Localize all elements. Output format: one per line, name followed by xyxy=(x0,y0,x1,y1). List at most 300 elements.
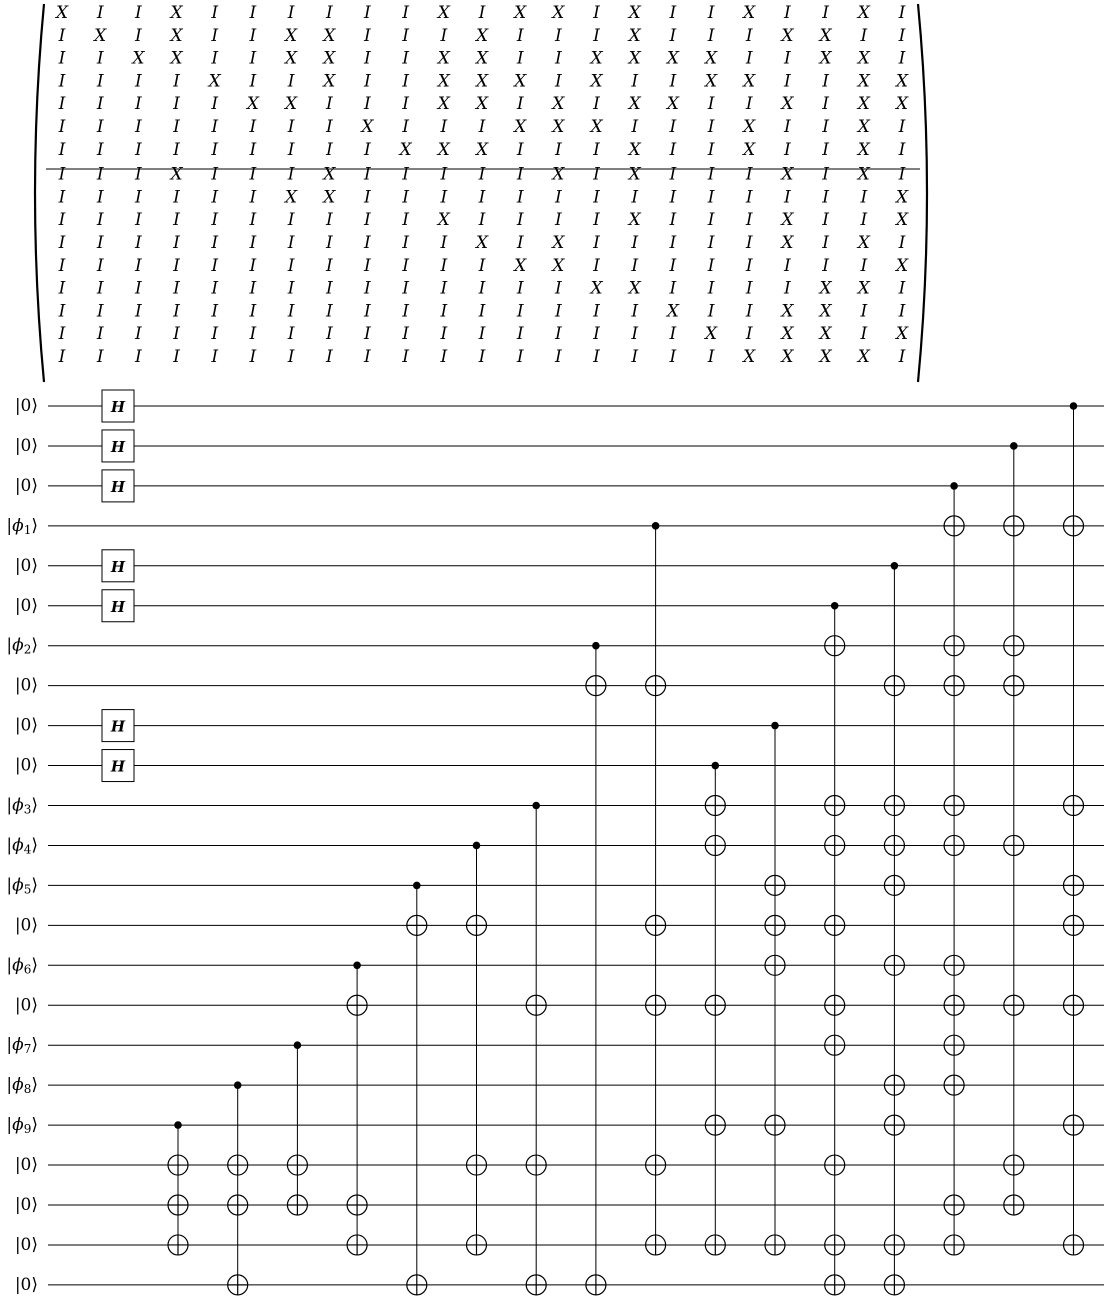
matrix-cell: I xyxy=(96,71,104,92)
matrix-cell: I xyxy=(516,94,524,115)
matrix-cell: I xyxy=(478,164,486,185)
wire-label: $|\phi_6⟩$ xyxy=(6,955,38,977)
matrix-cell: I xyxy=(58,233,66,253)
matrix-cell: I xyxy=(96,187,104,208)
matrix-cell: I xyxy=(898,347,906,367)
matrix-cell: X xyxy=(475,94,489,115)
cnot-target xyxy=(944,1075,964,1095)
matrix-cell: X xyxy=(552,117,565,137)
matrix-cell: X xyxy=(552,255,565,276)
matrix-cell: X xyxy=(323,71,336,92)
hadamard-label: H xyxy=(110,597,126,616)
cnot-target xyxy=(825,796,845,816)
matrix-cell: I xyxy=(631,324,639,345)
matrix-cell: X xyxy=(208,71,221,92)
matrix-cell: I xyxy=(249,117,257,137)
matrix-cell: X xyxy=(170,3,183,23)
cnot-target xyxy=(1004,676,1024,696)
matrix-cell: I xyxy=(364,255,371,276)
matrix-cell: I xyxy=(440,25,448,46)
matrix-cell: I xyxy=(364,301,371,322)
cnot-target xyxy=(347,1195,367,1215)
matrix-cell: X xyxy=(781,324,794,345)
matrix-cell: X xyxy=(857,3,870,23)
matrix-cell: I xyxy=(287,255,295,276)
matrix-cell: X xyxy=(552,94,565,115)
cnot-control-dot xyxy=(831,602,839,610)
wire-label: |0⟩ xyxy=(14,1195,38,1215)
matrix-cell: X xyxy=(285,94,298,115)
matrix-cell: X xyxy=(857,117,870,137)
matrix-cell: I xyxy=(478,301,486,322)
matrix-cell: X xyxy=(895,210,909,231)
cnot-control-dot xyxy=(592,642,600,650)
cnot-target xyxy=(884,1235,904,1255)
matrix-cell: I xyxy=(593,324,600,345)
cnot-target xyxy=(705,835,725,855)
matrix-cell: I xyxy=(325,94,333,115)
matrix-cell: I xyxy=(516,324,524,345)
matrix-cell: I xyxy=(822,117,829,137)
matrix-cell: X xyxy=(666,94,679,115)
wire-label: |0⟩ xyxy=(14,715,38,736)
cnot-target xyxy=(646,1235,666,1255)
matrix-cell: I xyxy=(554,278,562,299)
matrix-cell: X xyxy=(552,3,565,23)
matrix-cell: X xyxy=(857,71,870,92)
matrix-cell: I xyxy=(707,301,715,322)
matrix-cell: I xyxy=(135,3,142,23)
matrix-cell: X xyxy=(857,94,870,115)
matrix-cell: I xyxy=(364,187,371,208)
matrix-cell: I xyxy=(707,233,715,253)
cnot-target xyxy=(1004,636,1024,656)
matrix-cell: I xyxy=(173,94,180,115)
wire-label: $|\phi_3⟩$ xyxy=(6,795,38,817)
wire-label: $|\phi_8⟩$ xyxy=(6,1075,38,1097)
matrix-cell: X xyxy=(781,94,794,115)
matrix-cell: I xyxy=(325,347,333,367)
hadamard-label: H xyxy=(110,477,126,496)
cnot-target xyxy=(884,1275,904,1295)
matrix-cell: X xyxy=(628,164,641,185)
matrix-cell: I xyxy=(135,324,142,345)
wire-label: |0⟩ xyxy=(14,915,38,936)
matrix-cell: I xyxy=(516,301,524,322)
cnot-target xyxy=(1064,516,1084,536)
cnot-target xyxy=(884,796,904,816)
cnot-target xyxy=(1064,875,1084,895)
wire-label: $|\phi_4⟩$ xyxy=(6,835,38,857)
cnot-target xyxy=(467,1155,487,1175)
matrix-cell: I xyxy=(249,301,257,322)
matrix-cell: X xyxy=(437,48,450,69)
matrix-cell: X xyxy=(94,25,107,46)
matrix-cell: I xyxy=(287,278,295,299)
matrix-cell: I xyxy=(58,187,66,208)
wire-label: |0⟩ xyxy=(14,435,38,456)
matrix-cell: X xyxy=(857,48,870,69)
cnot-target xyxy=(1004,995,1024,1015)
matrix-cell: I xyxy=(440,301,448,322)
matrix-cell: I xyxy=(554,210,562,231)
matrix-cell: I xyxy=(287,3,295,23)
hadamard-label: H xyxy=(110,757,126,776)
cnot-target xyxy=(705,796,725,816)
matrix-cell: I xyxy=(364,347,371,367)
matrix-cell: I xyxy=(554,71,562,92)
matrix-cell: I xyxy=(898,139,906,160)
matrix-cell: I xyxy=(211,25,219,46)
matrix-cell: X xyxy=(743,117,756,137)
matrix-cell: I xyxy=(249,25,257,46)
wire-label: |0⟩ xyxy=(14,1234,38,1255)
matrix-cell: I xyxy=(58,210,66,231)
matrix-cell: I xyxy=(631,347,639,367)
matrix-cell: I xyxy=(745,94,753,115)
matrix-cell: X xyxy=(895,324,909,345)
matrix-cell: I xyxy=(364,278,371,299)
matrix-cell: I xyxy=(707,3,715,23)
cnot-target xyxy=(884,676,904,696)
matrix-cell: X xyxy=(895,71,909,92)
matrix-cell: I xyxy=(173,139,180,160)
matrix-cell: I xyxy=(325,233,333,253)
matrix-cell: I xyxy=(96,117,104,137)
matrix-cell: I xyxy=(860,255,868,276)
cnot-target xyxy=(884,1115,904,1135)
matrix-cell: X xyxy=(819,347,832,367)
matrix-cell: I xyxy=(96,3,104,23)
cnot-target xyxy=(884,835,904,855)
matrix-cell: I xyxy=(287,71,295,92)
matrix-cell: X xyxy=(628,3,641,23)
matrix-cell: I xyxy=(58,48,66,69)
matrix-cell: I xyxy=(593,255,600,276)
matrix-cell: X xyxy=(781,25,794,46)
matrix-cell: I xyxy=(287,164,295,185)
matrix-cell: I xyxy=(554,301,562,322)
matrix-cell: X xyxy=(437,94,450,115)
cnot-target xyxy=(1064,796,1084,816)
matrix-cell: I xyxy=(593,25,600,46)
matrix-cell: X xyxy=(781,301,794,322)
matrix-cell: I xyxy=(669,139,677,160)
cnot-target xyxy=(228,1155,248,1175)
matrix-cell: X xyxy=(895,94,909,115)
matrix-cell: X xyxy=(705,48,718,69)
matrix-cell: I xyxy=(784,139,791,160)
matrix-cell: I xyxy=(249,278,257,299)
matrix-cell: X xyxy=(323,25,336,46)
quantum-circuit xyxy=(6,390,1104,1295)
matrix-cell: I xyxy=(325,117,333,137)
matrix-cell: I xyxy=(554,187,562,208)
matrix-cell: I xyxy=(440,117,448,137)
cnot-target xyxy=(1004,516,1024,536)
hadamard-gates xyxy=(102,390,134,782)
matrix-cell: I xyxy=(516,48,524,69)
cnot-target xyxy=(944,955,964,975)
wire-label: $|\phi_9⟩$ xyxy=(6,1115,38,1137)
cnot-target xyxy=(944,796,964,816)
matrix-cell: I xyxy=(784,117,791,137)
matrix-cell: I xyxy=(364,48,371,69)
matrix-cell: I xyxy=(631,301,639,322)
matrix-cell: I xyxy=(364,233,371,253)
cnot-target xyxy=(1004,1155,1024,1175)
matrix-cell: X xyxy=(590,117,603,137)
matrix-cell: I xyxy=(898,301,906,322)
matrix-cell: X xyxy=(743,139,756,160)
cnot-target xyxy=(1064,1235,1084,1255)
cnot-target xyxy=(765,915,785,935)
matrix-cell: X xyxy=(170,164,183,185)
matrix-cell: X xyxy=(666,301,679,322)
matrix-cell: I xyxy=(822,255,829,276)
matrix-cell: I xyxy=(287,210,295,231)
cnot-target xyxy=(407,1275,427,1295)
matrix-cell: X xyxy=(437,139,450,160)
matrix-cell: I xyxy=(135,139,142,160)
matrix-cell: I xyxy=(173,210,180,231)
cnot-target xyxy=(884,1075,904,1095)
matrix-cell: I xyxy=(58,25,66,46)
cnot-target xyxy=(287,1155,307,1175)
matrix-cell: I xyxy=(96,255,104,276)
matrix-cell: I xyxy=(669,187,677,208)
matrix-cell: I xyxy=(211,187,219,208)
cnot-control-dot xyxy=(1010,442,1018,450)
matrix-cell: X xyxy=(895,187,909,208)
matrix-cell: I xyxy=(745,324,753,345)
matrix-cell: I xyxy=(211,347,219,367)
matrix-cell: I xyxy=(898,117,906,137)
matrix-cell: I xyxy=(211,278,219,299)
matrix-cell: I xyxy=(707,255,715,276)
matrix-cell: X xyxy=(743,3,756,23)
matrix-cell: X xyxy=(285,48,298,69)
matrix-cell: I xyxy=(249,255,257,276)
matrix-cell: I xyxy=(402,94,409,115)
matrix-cell: I xyxy=(440,187,448,208)
hadamard-label: H xyxy=(110,398,126,416)
matrix-cell: X xyxy=(552,164,565,185)
matrix-cell: X xyxy=(399,139,412,160)
matrix-cell: I xyxy=(287,301,295,322)
matrix-cell: I xyxy=(135,94,142,115)
matrix-cell: I xyxy=(58,71,66,92)
cnot-target xyxy=(168,1235,188,1255)
matrix-cell: I xyxy=(173,278,180,299)
wire-label: $|\phi_5⟩$ xyxy=(6,875,38,897)
cnot-target xyxy=(944,676,964,696)
matrix-cell: X xyxy=(323,48,336,69)
matrix-cell: I xyxy=(135,278,142,299)
matrix-cell: I xyxy=(784,187,791,208)
matrix-cell: I xyxy=(96,347,104,367)
matrix-cell: I xyxy=(669,347,677,367)
cnot-target xyxy=(526,995,546,1015)
matrix-cell: I xyxy=(173,255,180,276)
matrix-cell: I xyxy=(669,164,677,185)
matrix-cell: X xyxy=(857,164,870,185)
matrix-cell: I xyxy=(249,187,257,208)
matrix-cell: I xyxy=(135,187,142,208)
matrix-cell: I xyxy=(96,139,104,160)
matrix-cell: X xyxy=(475,233,489,253)
matrix-cell: I xyxy=(325,3,333,23)
matrix-cell: I xyxy=(593,139,600,160)
matrix-cell: X xyxy=(475,71,489,92)
matrix-cell: I xyxy=(669,3,677,23)
cnot-target xyxy=(407,915,427,935)
matrix-cell: I xyxy=(325,210,333,231)
matrix-cell: I xyxy=(860,301,868,322)
matrix-cell: I xyxy=(402,347,409,367)
cnot-control-dot xyxy=(712,762,720,770)
cnot-target xyxy=(586,1275,606,1295)
matrix-cell: I xyxy=(211,117,219,137)
matrix-cell: X xyxy=(475,48,489,69)
matrix-cell: I xyxy=(707,25,715,46)
matrix-cell: I xyxy=(364,139,371,160)
matrix-cell: I xyxy=(707,187,715,208)
matrix-cell: I xyxy=(478,187,486,208)
matrix-cell: X xyxy=(590,278,603,299)
matrix-cell: I xyxy=(669,255,677,276)
matrix-cell: I xyxy=(516,164,524,185)
matrix-cell: X xyxy=(514,117,527,137)
stabilizer-matrix xyxy=(35,3,927,382)
matrix-cell: I xyxy=(173,117,180,137)
matrix-cell: I xyxy=(707,164,715,185)
cnot-target xyxy=(168,1155,188,1175)
matrix-cell: I xyxy=(440,233,448,253)
matrix-cell: X xyxy=(514,3,527,23)
matrix-cell: I xyxy=(58,278,66,299)
matrix-cell: I xyxy=(745,255,753,276)
cnot-control-dot xyxy=(473,842,481,850)
cnot-target xyxy=(586,676,606,696)
matrix-cell: I xyxy=(402,301,409,322)
matrix-cell: X xyxy=(819,278,832,299)
matrix-cell: I xyxy=(707,139,715,160)
matrix-cell: I xyxy=(440,347,448,367)
matrix-cell: I xyxy=(898,3,906,23)
matrix-cell: X xyxy=(628,139,641,160)
matrix-cell: I xyxy=(173,233,180,253)
matrix-cell: I xyxy=(593,187,600,208)
matrix-cell: I xyxy=(402,3,409,23)
matrix-cell: I xyxy=(249,164,257,185)
matrix-cell: I xyxy=(96,301,104,322)
matrix-left-parenthesis xyxy=(35,4,44,382)
cnot-target xyxy=(825,835,845,855)
matrix-cell: I xyxy=(822,210,829,231)
matrix-cell: I xyxy=(516,187,524,208)
matrix-cells xyxy=(54,3,909,367)
matrix-cell: I xyxy=(478,117,486,137)
cnot-target xyxy=(705,995,725,1015)
matrix-cell: I xyxy=(593,347,600,367)
matrix-cell: I xyxy=(631,187,639,208)
cnot-control-dot xyxy=(174,1121,182,1129)
matrix-cell: I xyxy=(96,324,104,345)
matrix-cell: I xyxy=(516,233,524,253)
matrix-cell: I xyxy=(478,278,486,299)
matrix-cell: I xyxy=(58,347,66,367)
matrix-cell: I xyxy=(402,117,409,137)
wire-label: |0⟩ xyxy=(14,755,38,776)
matrix-cell: I xyxy=(173,301,180,322)
matrix-cell: X xyxy=(781,233,794,253)
matrix-cell: I xyxy=(822,164,829,185)
matrix-cell: I xyxy=(211,48,219,69)
matrix-cell: X xyxy=(628,48,641,69)
matrix-cell: I xyxy=(249,3,257,23)
matrix-cell: I xyxy=(364,71,371,92)
matrix-cell: I xyxy=(745,48,753,69)
cnot-target xyxy=(944,835,964,855)
matrix-cell: I xyxy=(822,94,829,115)
matrix-cell: I xyxy=(58,164,66,185)
matrix-cell: I xyxy=(860,324,868,345)
matrix-cell: I xyxy=(669,324,677,345)
matrix-cell: I xyxy=(402,48,409,69)
cnot-target xyxy=(765,875,785,895)
matrix-cell: I xyxy=(364,25,371,46)
matrix-cell: I xyxy=(402,25,409,46)
matrix-cell: I xyxy=(669,117,677,137)
matrix-cell: I xyxy=(554,324,562,345)
matrix-cell: I xyxy=(707,210,715,231)
matrix-cell: X xyxy=(285,187,298,208)
cnot-control-dot xyxy=(294,1041,302,1049)
wire-label: |0⟩ xyxy=(14,1274,38,1295)
cnot-target xyxy=(347,1235,367,1255)
matrix-cell: X xyxy=(628,25,641,46)
matrix-cell: I xyxy=(631,117,639,137)
cnot-control-dot xyxy=(950,482,958,490)
cnot-target xyxy=(1064,1115,1084,1135)
cnot-target xyxy=(646,915,666,935)
matrix-cell: I xyxy=(669,71,677,92)
cnot-target xyxy=(646,676,666,696)
matrix-cell: X xyxy=(819,48,832,69)
cnot-target xyxy=(467,1235,487,1255)
matrix-cell: I xyxy=(249,210,257,231)
matrix-cell: I xyxy=(516,278,524,299)
matrix-cell: I xyxy=(898,278,906,299)
cnot-target xyxy=(347,995,367,1015)
cnot-control-dot xyxy=(413,882,421,890)
cnot-control-dot xyxy=(771,722,779,730)
matrix-cell: X xyxy=(857,347,870,367)
matrix-cell: I xyxy=(402,324,409,345)
matrix-cell: I xyxy=(96,94,104,115)
matrix-cell: I xyxy=(822,3,829,23)
matrix-cell: I xyxy=(707,117,715,137)
matrix-cell: X xyxy=(437,3,450,23)
matrix-cell: I xyxy=(669,210,677,231)
matrix-cell: I xyxy=(96,278,104,299)
matrix-cell: I xyxy=(822,71,829,92)
matrix-cell: I xyxy=(784,48,791,69)
wire-label: $|\phi_1⟩$ xyxy=(6,515,38,537)
matrix-cell: X xyxy=(819,324,832,345)
matrix-cell: I xyxy=(554,48,562,69)
